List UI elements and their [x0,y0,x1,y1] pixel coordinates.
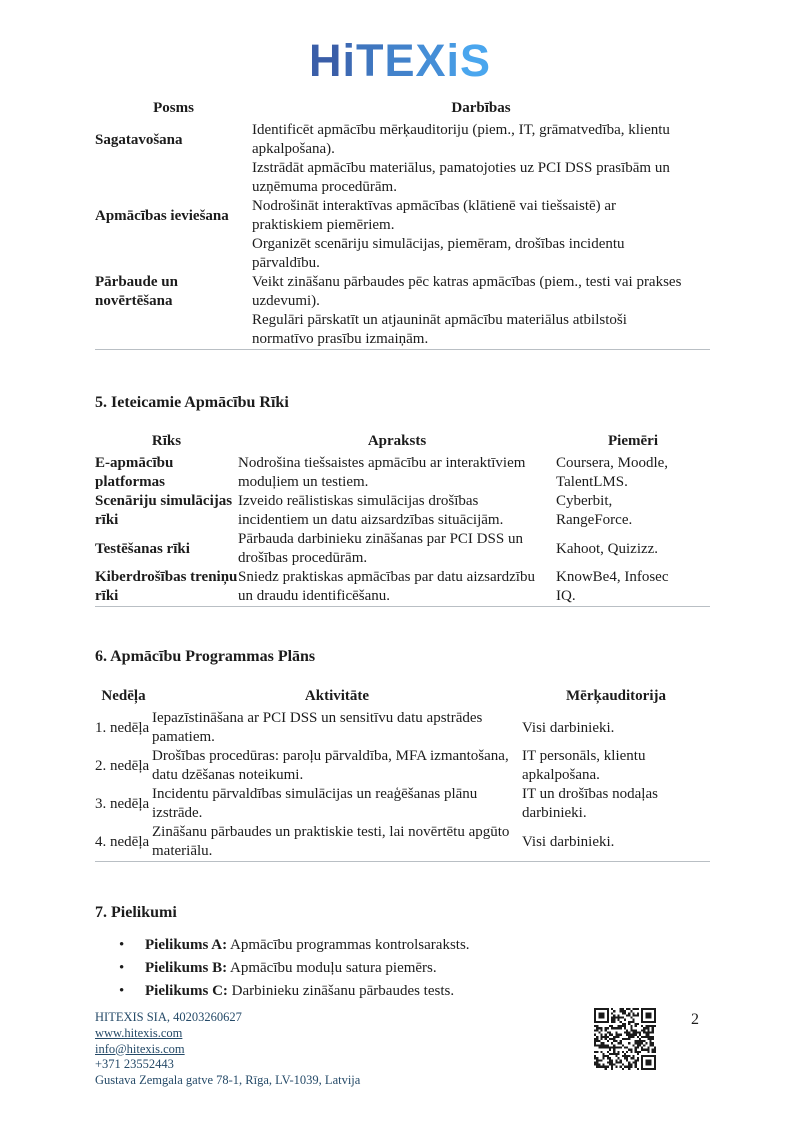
examples-cell: KnowBe4, Infosec IQ. [556,569,669,604]
table-row [95,530,710,568]
column-header-aktivitate: Aktivitāte [304,688,370,704]
activity-cell: Iepazīstināšana ar PCI DSS un sensitīvu datu apstrādes pamatiem. [152,710,483,745]
footer-website-link[interactable]: www.hitexis.com [95,1025,183,1040]
section-5-heading: 5. Ieteicamie Apmācību Rīki [95,394,289,411]
footer-company: HITEXIS SIA, 40203260627 [95,1010,242,1024]
stage-cell [95,311,252,350]
table-row [95,492,710,530]
table-header-row [95,686,710,709]
table-row [95,197,710,235]
appendix-label: Pielikums A: [145,937,228,953]
week-cell: 1. nedēļa [95,719,150,736]
examples-cell: Cyberbit, RangeForce. [556,493,633,528]
appendix-text: Darbinieku zināšanu pārbaudes tests. [227,983,455,999]
appendix-label: Pielikums C: [145,983,228,999]
audience-cell: IT un drošības nodaļas darbinieki. [522,786,658,821]
description-cell: Izveido reālistiskas simulācijas drošības incidentiem un datu aizsardzības situācijām. [238,493,504,528]
tool-cell: Scenāriju simulācijas rīki [95,493,233,528]
description-cell: Sniedz praktiskas apmācības par datu aizsardzību un draudu identificēšanu. [238,569,535,604]
examples-cell: Coursera, Moodle, TalentLMS. [556,455,669,490]
appendix-text: Apmācību programmas kontrolsaraksts. [227,937,470,953]
table-row [95,121,710,159]
activity-cell: Drošības procedūras: paroļu pārvaldība, MFA izmantošana, datu dzēšanas noteikumi. [152,748,509,783]
appendix-list [119,936,694,1005]
table-row [95,709,710,747]
bullet-icon: • [119,937,125,953]
week-cell: 2. nedēļa [95,757,150,774]
week-cell: 3. nedēļa [95,795,150,812]
column-header-posms: Posms [153,100,194,116]
column-header-darbibas: Darbības [451,100,511,116]
appendix-text: Apmācību moduļu satura piemērs. [227,960,437,976]
stage-cell [95,159,252,197]
column-header-riks: Rīks [151,433,182,449]
stage-cell [95,235,252,273]
column-header-merkauditorija: Mērķauditorija [566,688,666,704]
table-row [95,235,710,273]
table-header-row [95,98,710,121]
description-cell: Pārbauda darbinieku zināšanas par PCI DSS un drošības procedūrām. [238,531,523,566]
appendix-label: Pielikums B: [145,960,228,976]
column-header-nedela: Nedēļa [101,688,146,704]
examples-cell: Kahoot, Quizizz. [556,540,659,557]
bullet-icon: • [119,960,125,976]
tools-table [95,431,710,607]
page-footer [95,1010,360,1089]
section-7-heading: 7. Pielikumi [95,904,177,921]
section-6-heading: 6. Apmācību Programmas Plāns [95,648,316,665]
action-cell: Organizēt scenāriju simulācijas, piemēram, drošības incidentu pārvaldību. [252,236,625,271]
activity-cell: Incidentu pārvaldības simulācijas un reaģēšanas plānu izstrāde. [152,786,478,821]
stage-cell: Pārbaude un novērtēšana [95,274,178,309]
audience-cell: Visi darbinieki. [522,719,615,736]
audience-cell: Visi darbinieki. [522,833,615,850]
tool-cell: Kiberdrošības treniņu rīki [95,569,238,604]
table-row [95,454,710,492]
list-item [119,982,694,1001]
action-cell: Nodrošināt interaktīvas apmācības (klātienē vai tiešsaistē) ar praktiskiem piemēriem. [252,198,617,233]
week-cell: 4. nedēļa [95,833,150,850]
activity-cell: Zināšanu pārbaudes un praktiskie testi, lai novērtētu apgūto materiālu. [152,824,510,859]
tool-cell: Testēšanas rīki [95,540,190,557]
table-header-row [95,431,710,454]
description-cell: Nodrošina tiešsaistes apmācību ar interaktīviem moduļiem un testiem. [238,455,526,490]
footer-address: Gustava Zemgala gatve 78-1, Rīga, LV-1039, Latvija [95,1073,361,1088]
table-row [95,159,710,197]
column-header-apraksts: Apraksts [367,433,427,449]
table-row [95,311,710,350]
action-cell: Identificēt apmācību mērķauditoriju (piem., IT, grāmatvedība, klientu apkalpošana). [252,122,670,157]
column-header-piemeri: Piemēri [608,433,658,449]
stage-cell: Sagatavošana [95,131,183,148]
schedule-table [95,686,710,862]
table-row [95,273,710,311]
table-row [95,568,710,607]
footer-email-link[interactable]: info@hitexis.com [95,1041,185,1056]
action-cell: Regulāri pārskatīt un atjaunināt apmācību materiālus atbilstoši normatīvo prasību izmaiņām. [252,312,627,347]
page-number: 2 [691,1011,699,1028]
stage-cell: Apmācības ieviešana [95,207,229,224]
tool-cell: E-apmācību platformas [95,455,174,490]
action-cell: Veikt zināšanu pārbaudes pēc katras apmācības (piem., testi vai prakses uzdevumi). [252,274,682,309]
qr-code [594,1008,656,1070]
list-item [119,959,694,978]
process-table [95,98,710,350]
audience-cell: IT personāls, klientu apkalpošana. [522,748,646,783]
table-row [95,823,710,862]
table-row [95,747,710,785]
company-logo: HiTEXiS [308,35,492,86]
footer-phone: +371 23552443 [95,1057,174,1072]
table-row [95,785,710,823]
list-item [119,936,694,955]
bullet-icon: • [119,983,125,999]
action-cell: Izstrādāt apmācību materiālus, pamatojoties uz PCI DSS prasībām un uzņēmuma procedūrām. [252,160,670,195]
